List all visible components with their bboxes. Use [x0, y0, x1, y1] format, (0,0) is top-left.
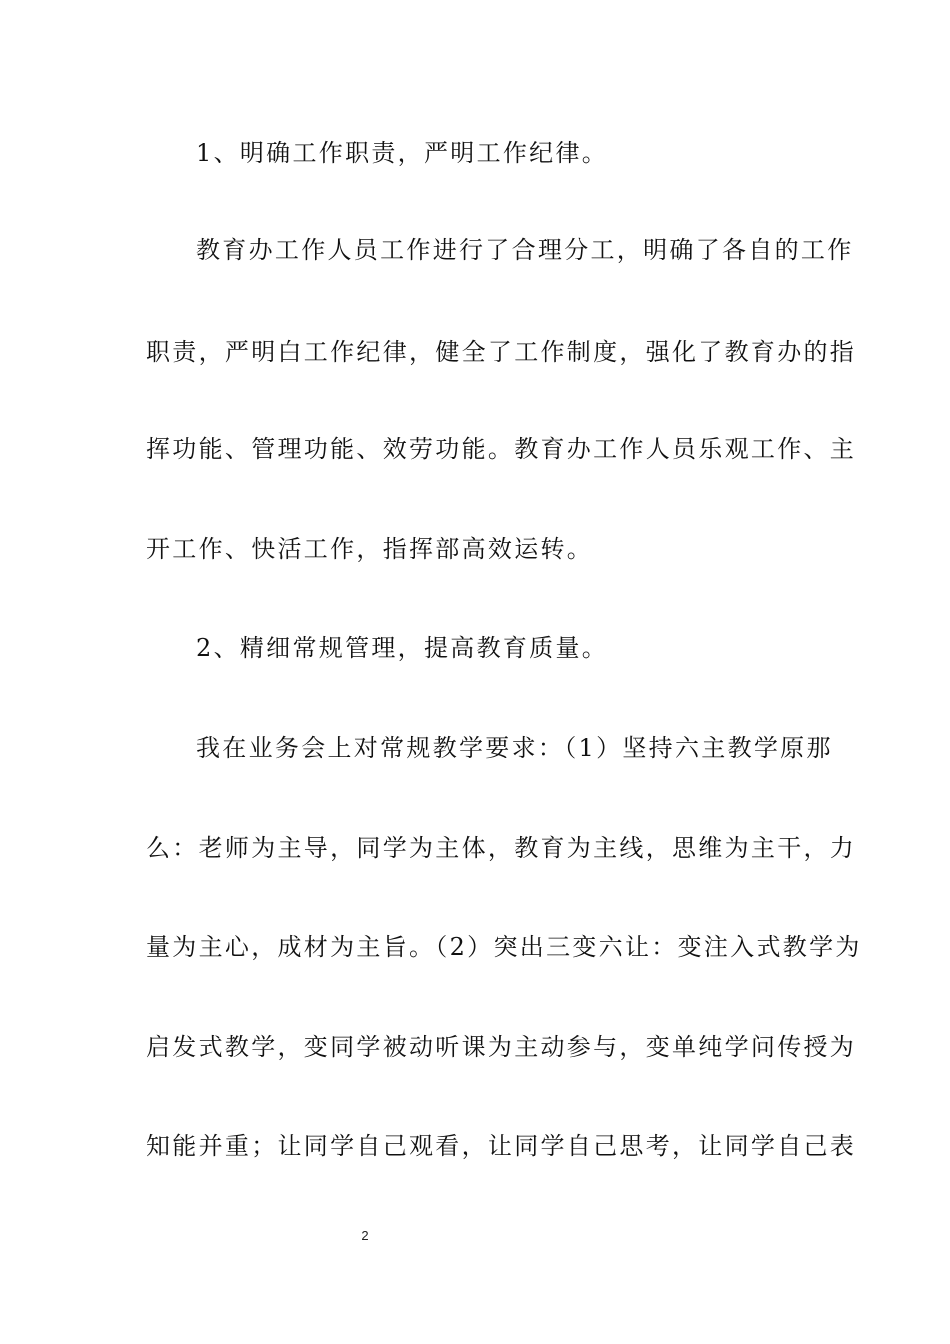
paragraph-line: 么：老师为主导，同学为主体，教育为主线，思维为主干，力 — [146, 834, 857, 862]
paragraph-line: 挥功能、管理功能、效劳功能。教育办工作人员乐观工作、主 — [146, 435, 857, 463]
page-number: 2 — [361, 1228, 369, 1243]
heading-1: 1、明确工作职责，严明工作纪律。 — [196, 139, 609, 167]
paragraph-line: 教育办工作人员工作进行了合理分工，明确了各自的工作 — [196, 236, 854, 264]
paragraph-line: 量为主心，成材为主旨。（2）突出三变六让：变注入式教学为 — [146, 933, 862, 961]
paragraph-line: 职责，严明白工作纪律，健全了工作制度，强化了教育办的指 — [146, 338, 857, 366]
heading-2: 2、精细常规管理，提高教育质量。 — [196, 634, 609, 662]
paragraph-line: 启发式教学，变同学被动听课为主动参与，变单纯学问传授为 — [146, 1033, 857, 1061]
paragraph-line: 开工作、快活工作，指挥部高效运转。 — [146, 535, 594, 563]
paragraph-line: 我在业务会上对常规教学要求：（1）坚持六主教学原那 — [196, 734, 833, 762]
paragraph-line: 知能并重；让同学自己观看，让同学自己思考，让同学自己表 — [146, 1132, 857, 1160]
